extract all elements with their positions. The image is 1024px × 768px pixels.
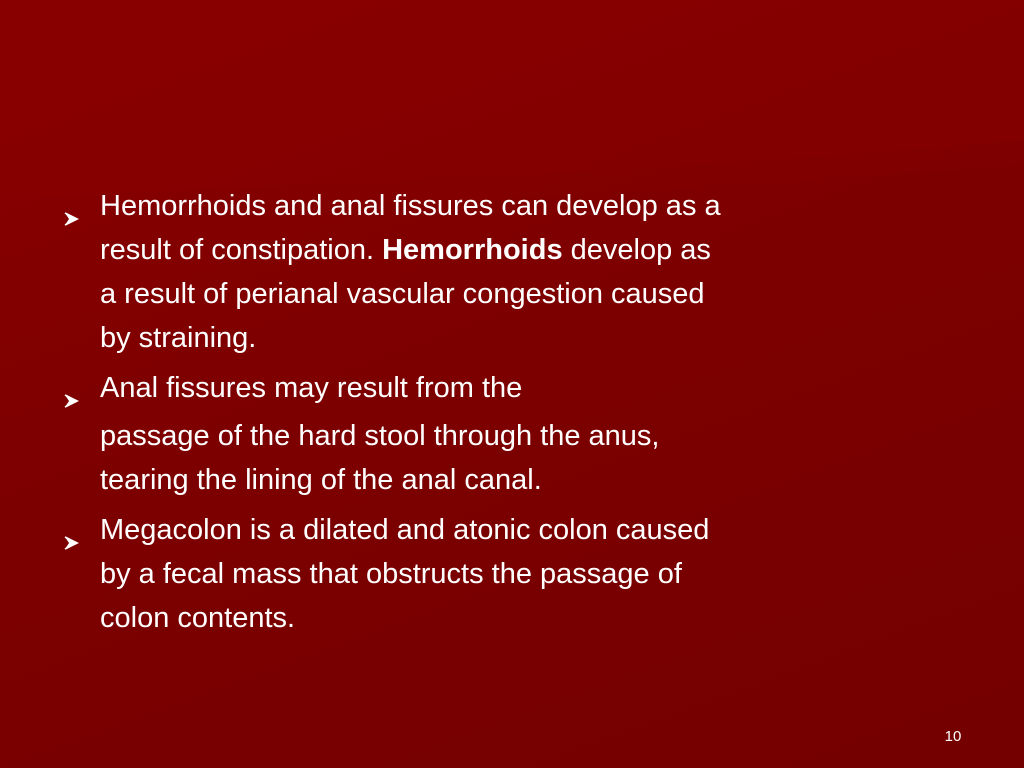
bullet-text-fragment: develop as bbox=[570, 234, 711, 266]
bullet-text-line: by a fecal mass that obstructs the passage of bbox=[100, 558, 682, 590]
bullet-text-fragment: result of constipation. bbox=[100, 234, 375, 266]
page-number: 10 bbox=[944, 728, 962, 745]
arrowhead-bullet-icon bbox=[62, 379, 80, 397]
bullet-text-line: tearing the lining of the anal canal. bbox=[100, 464, 542, 496]
bullet-text-line: colon contents. bbox=[100, 602, 296, 634]
bullet-text-line: by straining. bbox=[100, 322, 257, 354]
bullet-item bbox=[62, 184, 962, 360]
slide-content bbox=[62, 184, 962, 646]
bullet-text-line: Hemorrhoids and anal fissures can develop as a bbox=[100, 190, 721, 222]
bullet-text-line: Megacolon is a dilated and atonic colon caused bbox=[100, 514, 710, 546]
bullet-text-line: a result of perianal vascular congestion caused bbox=[100, 278, 705, 310]
bullet-text-line: passage of the hard stool through the anus, bbox=[100, 420, 660, 452]
emphasized-term: Hemorrhoids bbox=[382, 234, 563, 266]
arrowhead-bullet-icon bbox=[62, 197, 80, 215]
bullet-text-line bbox=[100, 228, 962, 272]
arrowhead-bullet-icon bbox=[62, 521, 80, 539]
bullet-item bbox=[62, 366, 962, 502]
bullet-item bbox=[62, 508, 962, 640]
bullet-text-line: Anal fissures may result from the bbox=[100, 372, 523, 404]
